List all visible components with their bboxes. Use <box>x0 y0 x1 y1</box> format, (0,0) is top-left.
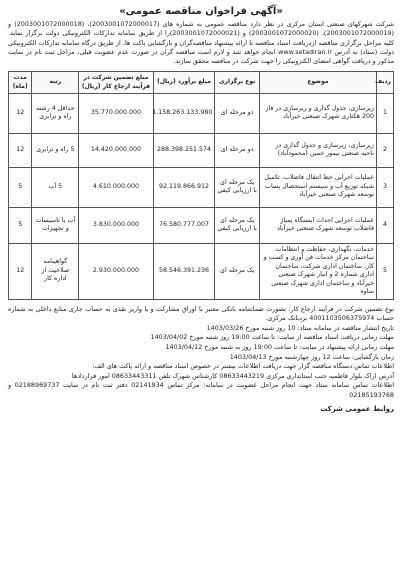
note-bid-deadline: مهلت زمانی ارائه پیشنهاد در سایت: تا ساعت 19:00 روز به شنبه مورخ 1403/04/12 <box>165 343 394 352</box>
row-tender-type: یک مرحله ای <box>215 243 260 299</box>
row-rank: 5 راه و ترابری <box>32 133 79 167</box>
row-duration: 12 <box>9 133 32 167</box>
table-row <box>9 243 394 299</box>
row-rank: حداقل 4 رشته راه و ترابری <box>32 93 79 133</box>
row-rank: آب یا تاسیسات و تجهیزات <box>32 207 79 243</box>
table-row <box>9 93 394 133</box>
row-guarantee: 3.830.000.000 <box>79 207 153 243</box>
note-publish-date: تاریخ انتشار مناقصه در سامانه ستاد: 10 روز شنبه مورخ 1403/03/26 <box>206 323 394 332</box>
row-guarantee: 14.420.000.000 <box>79 133 153 167</box>
table-header-row <box>9 72 394 93</box>
row-number: 5 <box>376 243 393 299</box>
notice-title: «آگهی فراخوان مناقصه عمومی» <box>119 6 283 17</box>
row-guarantee: 2.930.000.000 <box>79 243 153 299</box>
notice-notes <box>8 305 394 401</box>
row-estimate: 288.398.251.574 <box>153 133 215 167</box>
row-number: 1 <box>376 93 393 133</box>
row-tender-type: یک مرحله ای با ارزیابی کیفی <box>215 167 260 207</box>
header-duration: مدت (ماه) <box>9 72 32 93</box>
row-estimate: 58.546.391.236 <box>153 243 215 299</box>
row-estimate: 76.580.777.007 <box>153 207 215 243</box>
row-duration: 12 <box>9 93 32 133</box>
row-estimate: 1.158.263.133.980 <box>153 93 215 133</box>
row-tender-type: دو مرحله ای <box>215 133 260 167</box>
row-subject: عملیات اجرایی احداث ایستگاه پمپاژ فاضلاب توسعه شهرک صنعتی خیرآباد <box>260 207 377 243</box>
note-contact-address: آدرس اراک بلوار فاطمیه جنب استانداری مرکزی 08633443219 کارشناس شهرک تلفن 08633443311 امور قراردادها <box>71 371 394 380</box>
row-subject: عملیات اجرایی خط انتقال فاضلاب، تکمیل شبکه توزیع آب و سیستم استحصال پساب توسعه شهرک صنعتی خیرآباد <box>260 167 377 207</box>
table-row <box>9 133 394 167</box>
public-relations-signature: روابط عمومی شرکت <box>320 404 394 413</box>
note-setad-contact: اطلاعات تماس سامانه ستاد جهت انجام مراحل عضویت در سامانه: مرکز تماس 02141934 دفتر ثبت نام در سایت 02188969737 و 02185193768 <box>8 381 394 400</box>
row-rank: گواهینامه صلاحیت از اداره کار <box>32 243 79 299</box>
row-number: 4 <box>376 207 393 243</box>
notice-intro: شرکت شهرکهای صنعتی استان مرکزی در نظر دارد مناقصه عمومی به شماره های (2003001072000017)، (2003001072000018) و (2003001072000019)، (2003001072000020) و (2003001072000021)را از طریق سامانه تدارکات الکترونیکی دولت برگزار نماید. کلیه مراحل برگزاری مناقصه ازدریافت اسناد مناقصه تا ارائه پیشنهاد مناقصه‌گران و بازگشایی پاکت ها، از طریق درگاه سامانه تدارکات الکترونیکی دولت (ستاد) به آدرس www.setadiran.ir انجام خواهد شد و لازم است مناقصه گران در صورت عدم عضویت قبلی، مراحل ثبت نام در سایت مذکور و دریافت گواهی امضای الکترونیکی را جهت شرکت در مناقصه محقق سازند. <box>8 20 395 66</box>
row-guarantee: 4.610.000.000 <box>79 167 153 207</box>
header-rank: رتبه <box>32 72 79 93</box>
table-row <box>9 207 394 243</box>
header-guarantee: مبلغ تضمین شرکت در فرآیند ارجاع کار (ریال) <box>79 72 153 93</box>
header-row-number: ردیف <box>376 72 393 93</box>
row-duration: 5 <box>9 207 32 243</box>
note-opening-time: زمان بازگشایی: ساعت 12 روز چهارشنبه مورخ 1403/04/13 <box>229 352 394 361</box>
table-row <box>9 167 394 207</box>
row-estimate: 92.119.866.912 <box>153 167 215 207</box>
row-number: 2 <box>376 133 393 167</box>
row-tender-type: یک مرحله ای با ارزیابی کیفی <box>215 207 260 243</box>
row-tender-type: دو مرحله ای <box>215 93 260 133</box>
note-guarantee-type: نوع تضمین شرکت در فرآیند ارجاع کار: بصورت ضمانتنامه بانکی معتبر با اوراق مشارکت و یا واریز نقدی به حساب جاری منابع داخلی به شماره حساب 4001103506375974 نزدبانک مرکزی. <box>8 304 394 323</box>
note-contact-heading: اطلاعات تماس دستگاه مناقصه گزار جهت دریافت اطلاعات بیشتر در خصوص اسناد مناقصه و ارائه پاکت های الف: <box>92 362 394 371</box>
row-subject: زیرسازی، جدول گذاری و زیرسازی در فاز 200 هکتاری شهرک صنعتی خیرآباد <box>260 93 377 133</box>
row-duration: 12 <box>9 243 32 299</box>
row-subject: زیرسازی، زیرسازی و جدول گذاری در ناحیه صنعتی نیمور خمین (محمودآباد) <box>260 133 377 167</box>
tenders-table <box>8 71 394 299</box>
row-guarantee: 35.770.000.000 <box>79 93 153 133</box>
row-duration: 5 <box>9 167 32 207</box>
row-subject: خدمات، نگهداری، حفاظت و انتظامات ساختمان مرکز خدمات فن آوری و کسب و کار، ساختمان اداری شرکت، ساختمان اداری شماره 2 و انبار شهرک صنعتی خیرآباد و ساختمان اداری شهرک صنعتی ساوه <box>260 243 377 299</box>
row-rank: 5 آب <box>32 167 79 207</box>
note-document-deadline: مهلت زمانی دریافت اسناد مناقصه از سایت: تا ساعت 19:00 روز شنبه مورخ 1403/04/02 <box>150 333 394 342</box>
header-tender-type: نوع برگزاری <box>215 72 260 93</box>
header-estimate: مبلغ برآورد (ریال) <box>153 72 215 93</box>
header-subject: موضوع <box>260 72 377 93</box>
row-number: 3 <box>376 167 393 207</box>
